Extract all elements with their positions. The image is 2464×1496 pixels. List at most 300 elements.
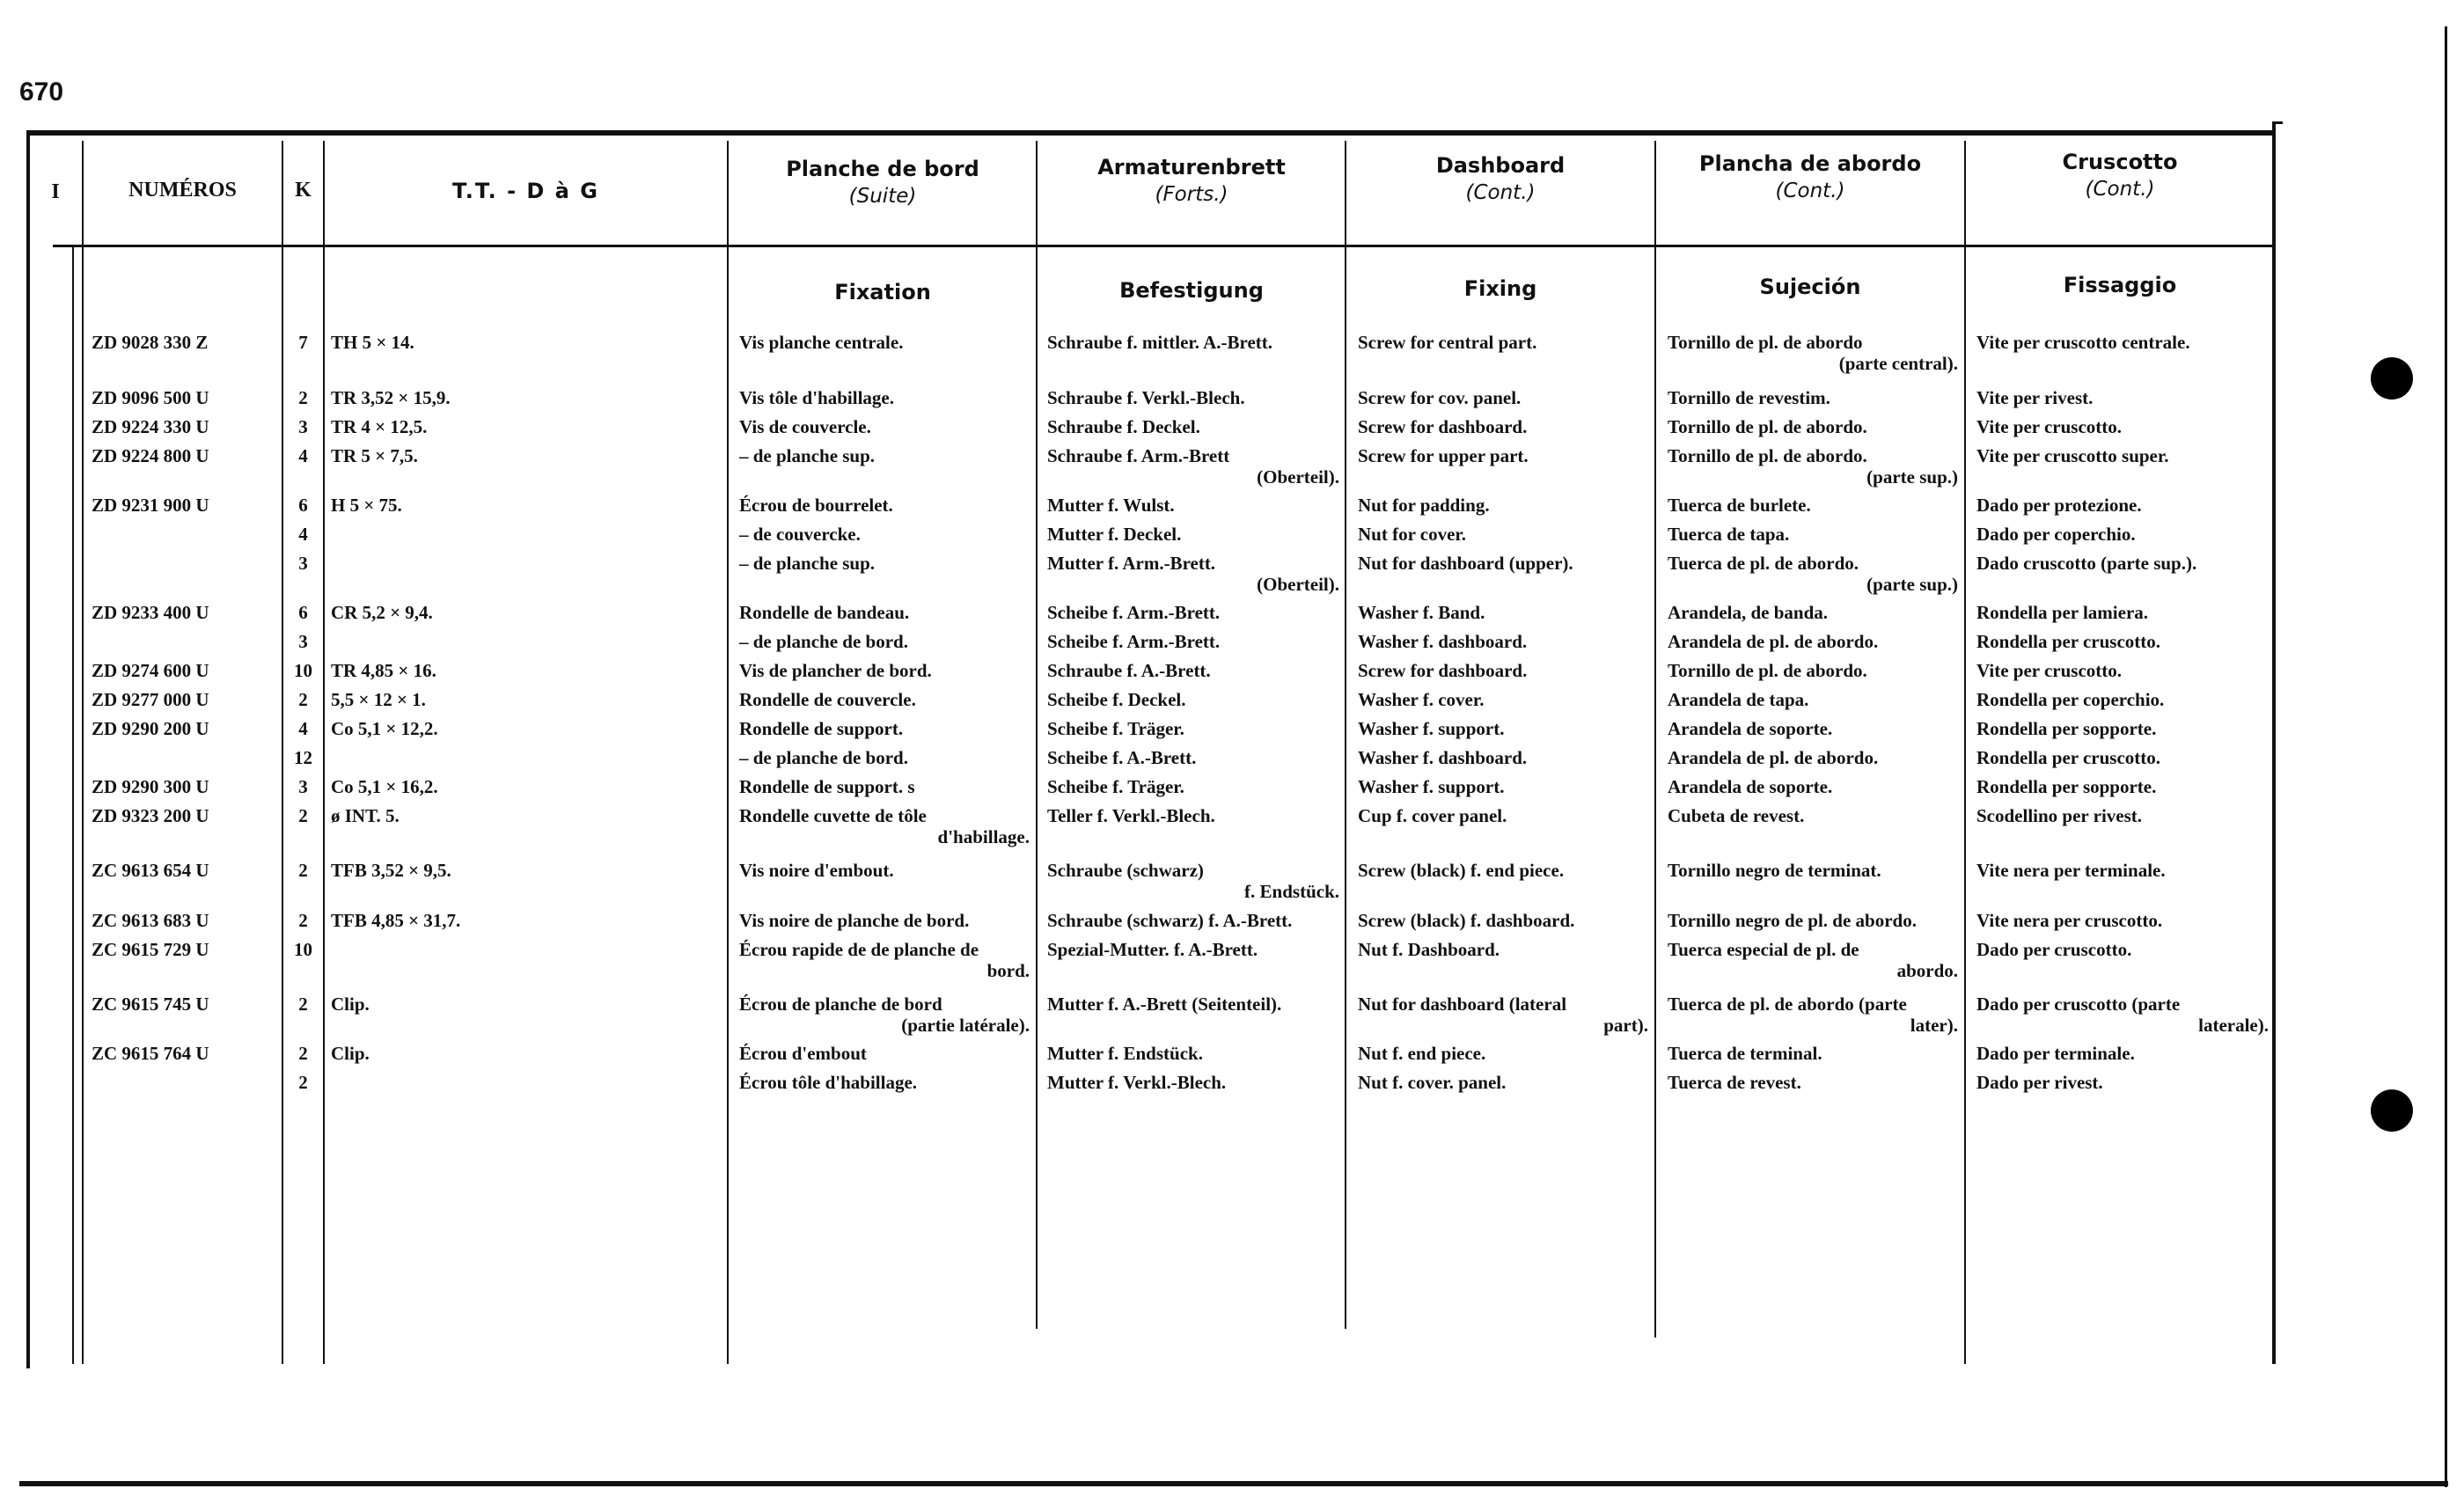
cell-k-text: 2 (298, 994, 308, 1015)
cell-es (1668, 387, 1958, 408)
cell-fr (739, 805, 1030, 847)
cell-tt (331, 776, 718, 797)
header-english-sub: (Cont.) (1465, 181, 1536, 204)
cell-it (1976, 495, 2269, 516)
cell-num (92, 445, 276, 466)
cell-es (1668, 747, 1958, 768)
cell-k (283, 805, 323, 826)
cell-en (1358, 524, 1648, 545)
cell-fr-text: – de couvercke. (739, 524, 861, 545)
cell-tt (331, 445, 718, 466)
cell-fr-text: – de planche de bord. (739, 631, 908, 652)
cell-num-text: ZD 9290 200 U (92, 718, 209, 739)
cell-de (1047, 445, 1339, 488)
cell-num-text: ZC 9613 683 U (92, 910, 209, 931)
cell-de-text: Schraube (schwarz) f. A.-Brett. (1047, 910, 1293, 931)
cell-es (1668, 631, 1958, 652)
cell-it (1976, 602, 2269, 623)
cell-es (1668, 994, 1958, 1036)
cell-it (1976, 553, 2269, 574)
cell-en-text: Washer f. dashboard. (1358, 631, 1528, 652)
cell-it-text: Vite per rivest. (1976, 387, 2094, 408)
cell-num-text: ZD 9028 330 Z (92, 332, 209, 353)
cell-de-text: Spezial-Mutter. f. A.-Brett. (1047, 939, 1258, 960)
table-top-border (26, 130, 2274, 136)
cell-es-continuation: later). (1910, 1015, 1958, 1036)
cell-es-text: Arandela de soporte. (1668, 776, 1833, 797)
cell-es-text: Tornillo negro de terminat. (1668, 860, 1881, 881)
cell-it (1976, 1043, 2269, 1064)
cell-num-text: ZC 9615 745 U (92, 994, 209, 1015)
cell-fr (739, 1072, 1030, 1093)
cell-num-text: ZD 9323 200 U (92, 805, 209, 826)
cell-es (1668, 445, 1958, 488)
subheader-fissaggio: Fissaggio (2063, 273, 2177, 297)
header-italian-sub: (Cont.) (2085, 178, 2155, 201)
cell-fr (739, 747, 1030, 768)
cell-en-text: Nut for dashboard (upper). (1358, 553, 1573, 574)
subheader-fixation: Fixation (834, 280, 931, 304)
cell-en-text: Nut f. end piece. (1358, 1043, 1486, 1064)
cell-en-text: Washer f. Band. (1358, 602, 1485, 623)
cell-en (1358, 718, 1648, 739)
cell-num (92, 718, 276, 739)
cell-k-text: 6 (298, 602, 308, 623)
cell-k-text: 2 (298, 387, 308, 408)
cell-k-text: 10 (294, 939, 312, 960)
cell-en (1358, 416, 1648, 437)
cell-fr-text: Écrou rapide de de planche de (739, 939, 979, 960)
cell-es (1668, 332, 1958, 374)
cell-num (92, 860, 276, 881)
cell-fr-text: Vis planche centrale. (739, 332, 904, 353)
cell-k (283, 994, 323, 1015)
header-k: K (295, 179, 312, 202)
cell-tt-text: Clip. (331, 994, 370, 1015)
cell-tt-text: TFB 4,85 × 31,7. (331, 910, 461, 931)
cell-it-text: Dado per cruscotto. (1976, 939, 2132, 960)
cell-num (92, 910, 276, 931)
cell-it (1976, 747, 2269, 768)
cell-es-text: Cubeta de revest. (1668, 805, 1805, 826)
cell-num-text: ZD 9096 500 U (92, 387, 209, 408)
header-german-sub: (Forts.) (1155, 183, 1228, 206)
cell-num-text: ZD 9233 400 U (92, 602, 209, 623)
cell-it (1976, 416, 2269, 437)
cell-num-text: ZD 9231 900 U (92, 495, 209, 516)
cell-es-text: Tornillo de pl. de abordo. (1668, 660, 1867, 681)
cell-en-text: Washer f. dashboard. (1358, 747, 1528, 768)
header-tt: T.T. - D à G (452, 179, 599, 203)
cell-de (1047, 1043, 1339, 1064)
cell-num (92, 939, 276, 960)
cell-num-text: ZC 9613 654 U (92, 860, 209, 881)
column-separator (72, 246, 74, 1364)
header-english-title: Dashboard (1435, 153, 1566, 178)
cell-de (1047, 689, 1339, 710)
cell-de (1047, 718, 1339, 739)
cell-it-text: Vite per cruscotto. (1976, 660, 2123, 681)
cell-en-text: Screw for central part. (1358, 332, 1537, 353)
cell-es-text: Arandela de soporte. (1668, 718, 1833, 739)
cell-de-text: Scheibe f. Deckel. (1047, 689, 1186, 710)
cell-it-text: Rondella per coperchio. (1976, 689, 2165, 710)
cell-num (92, 994, 276, 1015)
cell-de-text: Mutter f. Deckel. (1047, 524, 1182, 545)
column-separator (727, 141, 729, 1364)
table-top-right-tick (2272, 121, 2283, 124)
cell-it-text: Dado per protezione. (1976, 495, 2142, 516)
cell-num-text: ZD 9277 000 U (92, 689, 209, 710)
cell-es (1668, 495, 1958, 516)
cell-fr-text: Rondelle de couvercle. (739, 689, 916, 710)
cell-num (92, 495, 276, 516)
cell-k (283, 332, 323, 353)
cell-en (1358, 1072, 1648, 1093)
cell-k-text: 3 (298, 416, 308, 437)
cell-fr (739, 553, 1030, 574)
cell-it (1976, 387, 2269, 408)
cell-en-text: Washer f. support. (1358, 718, 1505, 739)
cell-it-text: Vite per cruscotto super. (1976, 445, 2169, 466)
header-numeros: NUMÉROS (128, 179, 237, 202)
cell-tt (331, 387, 718, 408)
cell-tt-text: TR 4 × 12,5. (331, 416, 428, 437)
cell-en-text: Screw for upper part. (1358, 445, 1529, 466)
cell-de-text: Mutter f. Endstück. (1047, 1043, 1203, 1064)
cell-de-text: Schraube f. Arm.-Brett (1047, 445, 1230, 466)
cell-es-text: Tornillo de pl. de abordo. (1668, 445, 1867, 466)
cell-fr-text: Écrou d'embout (739, 1043, 867, 1064)
cell-it-continuation: laterale). (2198, 1015, 2269, 1036)
cell-k (283, 1043, 323, 1064)
cell-tt-text: Co 5,1 × 12,2. (331, 718, 438, 739)
cell-k (283, 495, 323, 516)
cell-fr (739, 445, 1030, 466)
cell-de (1047, 994, 1339, 1015)
table-left-border (26, 132, 30, 1368)
cell-k-text: 3 (298, 631, 308, 652)
cell-es-text: Arandela de tapa. (1668, 689, 1809, 710)
cell-tt (331, 1043, 718, 1064)
cell-fr-text: – de planche sup. (739, 445, 876, 466)
cell-k (283, 631, 323, 652)
cell-fr-text: Rondelle de support. s (739, 776, 915, 797)
cell-en-text: Screw for cov. panel. (1358, 387, 1522, 408)
cell-num (92, 332, 276, 353)
cell-it (1976, 332, 2269, 353)
cell-en-text: Washer f. cover. (1358, 689, 1485, 710)
cell-de-text: Teller f. Verkl.-Blech. (1047, 805, 1215, 826)
cell-en (1358, 805, 1648, 826)
cell-tt-text: H 5 × 75. (331, 495, 402, 516)
cell-fr-text: Écrou tôle d'habillage. (739, 1072, 918, 1093)
header-italian (1966, 150, 2274, 201)
cell-num (92, 387, 276, 408)
cell-fr-text: Rondelle cuvette de tôle (739, 805, 927, 826)
cell-es-text: Tuerca de tapa. (1668, 524, 1790, 545)
cell-de-text: Schraube f. Deckel. (1047, 416, 1200, 437)
cell-en (1358, 689, 1648, 710)
cell-fr-text: Vis noire d'embout. (739, 860, 894, 881)
cell-it-text: Rondella per sopporte. (1976, 776, 2157, 797)
cell-tt-text: ø INT. 5. (331, 805, 400, 826)
cell-de (1047, 631, 1339, 652)
cell-k (283, 602, 323, 623)
cell-de-text: Scheibe f. Arm.-Brett. (1047, 602, 1221, 623)
cell-tt (331, 602, 718, 623)
cell-es (1668, 860, 1958, 881)
page-bottom-edge (19, 1481, 2448, 1486)
cell-de (1047, 553, 1339, 595)
cell-fr (739, 660, 1030, 681)
cell-it (1976, 1072, 2269, 1093)
cell-num (92, 805, 276, 826)
cell-de-text: Mutter f. Verkl.-Blech. (1047, 1072, 1227, 1093)
cell-de-text: Scheibe f. A.-Brett. (1047, 747, 1197, 768)
cell-en-text: Nut for padding. (1358, 495, 1490, 516)
cell-es-continuation: abordo. (1896, 960, 1958, 981)
cell-de (1047, 910, 1339, 931)
cell-de-text: Schraube f. mittler. A.-Brett. (1047, 332, 1273, 353)
cell-k (283, 416, 323, 437)
cell-fr (739, 994, 1030, 1036)
cell-es (1668, 689, 1958, 710)
cell-it-text: Vite nera per cruscotto. (1976, 910, 2163, 931)
column-separator (1345, 141, 1346, 1329)
cell-num-text: ZD 9224 800 U (92, 445, 209, 466)
cell-en-text: Nut for cover. (1358, 524, 1467, 545)
header-italian-title: Cruscotto (2062, 150, 2178, 174)
cell-tt-text: TR 4,85 × 16. (331, 660, 436, 681)
cell-k (283, 910, 323, 931)
cell-num (92, 689, 276, 710)
cell-de-continuation: (Oberteil). (1257, 466, 1339, 488)
cell-fr-text: – de planche sup. (739, 553, 876, 574)
cell-it-text: Vite per cruscotto centrale. (1976, 332, 2190, 353)
cell-es-text: Arandela, de banda. (1668, 602, 1829, 623)
cell-k-text: 7 (298, 332, 308, 353)
cell-de (1047, 495, 1339, 516)
cell-tt (331, 860, 718, 881)
cell-it-text: Rondella per sopporte. (1976, 718, 2157, 739)
cell-fr (739, 939, 1030, 981)
cell-k-text: 2 (298, 910, 308, 931)
cell-num (92, 776, 276, 797)
cell-fr-text: Vis tôle d'habillage. (739, 387, 894, 408)
cell-en (1358, 1043, 1648, 1064)
cell-de (1047, 939, 1339, 960)
cell-k (283, 689, 323, 710)
cell-es (1668, 524, 1958, 545)
cell-tt-text: TR 3,52 × 15,9. (331, 387, 451, 408)
cell-it-text: Vite nera per terminale. (1976, 860, 2166, 881)
cell-en-text: Screw (black) f. end piece. (1358, 860, 1565, 881)
cell-en (1358, 495, 1648, 516)
cell-fr (739, 332, 1030, 353)
cell-num (92, 1043, 276, 1064)
column-separator (1036, 141, 1038, 1329)
cell-en (1358, 660, 1648, 681)
cell-de-continuation: f. Endstück. (1244, 881, 1339, 902)
header-french-sub: (Suite) (848, 185, 917, 208)
header-german (1038, 155, 1346, 206)
cell-en-text: Washer f. support. (1358, 776, 1505, 797)
cell-de (1047, 860, 1339, 902)
cell-es-continuation: (parte sup.) (1866, 466, 1958, 488)
cell-k-text: 2 (298, 1072, 308, 1093)
cell-it-text: Dado cruscotto (parte sup.). (1976, 553, 2197, 574)
cell-it (1976, 910, 2269, 931)
cell-k (283, 776, 323, 797)
cell-en-text: Nut for dashboard (lateral (1358, 994, 1567, 1015)
cell-de-text: Mutter f. A.-Brett (Seitenteil). (1047, 994, 1282, 1015)
cell-fr (739, 387, 1030, 408)
cell-en-text: Screw for dashboard. (1358, 660, 1528, 681)
header-divider (53, 245, 2274, 247)
cell-tt (331, 718, 718, 739)
cell-es (1668, 910, 1958, 931)
header-i: I (51, 180, 60, 203)
cell-fr-text: – de planche de bord. (739, 747, 908, 768)
cell-it-text: Dado per terminale. (1976, 1043, 2135, 1064)
cell-es (1668, 1043, 1958, 1064)
cell-en (1358, 910, 1648, 931)
cell-it (1976, 689, 2269, 710)
cell-en (1358, 747, 1648, 768)
cell-en-text: Cup f. cover panel. (1358, 805, 1507, 826)
cell-de-text: Mutter f. Wulst. (1047, 495, 1175, 516)
cell-num (92, 416, 276, 437)
cell-k-text: 3 (298, 553, 308, 574)
cell-en-continuation: part). (1603, 1015, 1648, 1036)
cell-fr (739, 1043, 1030, 1064)
cell-es-text: Tornillo de pl. de abordo. (1668, 416, 1867, 437)
cell-it (1976, 939, 2269, 960)
cell-de-continuation: (Oberteil). (1257, 574, 1339, 595)
cell-de-text: Schraube f. Verkl.-Blech. (1047, 387, 1245, 408)
header-french-title: Planche de bord (786, 157, 979, 181)
cell-de-text: Scheibe f. Träger. (1047, 776, 1184, 797)
cell-de-text: Schraube f. A.-Brett. (1047, 660, 1211, 681)
cell-tt (331, 994, 718, 1015)
cell-it-text: Dado per cruscotto (parte (1976, 994, 2181, 1015)
header-french (729, 157, 1037, 208)
cell-es (1668, 416, 1958, 437)
cell-tt-text: TFB 3,52 × 9,5. (331, 860, 451, 881)
cell-it (1976, 524, 2269, 545)
cell-num (92, 660, 276, 681)
cell-tt-text: Clip. (331, 1043, 370, 1064)
cell-es (1668, 939, 1958, 981)
cell-it (1976, 805, 2269, 826)
cell-en (1358, 776, 1648, 797)
cell-fr-continuation: bord. (986, 960, 1030, 981)
cell-en (1358, 445, 1648, 466)
cell-it-text: Dado per rivest. (1976, 1072, 2103, 1093)
cell-es-text: Tuerca de revest. (1668, 1072, 1801, 1093)
cell-k-text: 2 (298, 805, 308, 826)
cell-fr-text: Vis de plancher de bord. (739, 660, 932, 681)
cell-k (283, 553, 323, 574)
cell-de (1047, 602, 1339, 623)
cell-es (1668, 776, 1958, 797)
cell-tt (331, 332, 718, 353)
cell-es-text: Tornillo negro de pl. de abordo. (1668, 910, 1917, 931)
cell-num-text: ZC 9615 764 U (92, 1043, 209, 1064)
binder-hole-top (2371, 357, 2413, 400)
column-separator (82, 141, 84, 1364)
cell-it-text: Vite per cruscotto. (1976, 416, 2123, 437)
cell-fr-text: Vis de couvercle. (739, 416, 871, 437)
cell-en (1358, 332, 1648, 353)
cell-k (283, 1072, 323, 1093)
header-german-title: Armaturenbrett (1097, 155, 1286, 180)
cell-k-text: 2 (298, 1043, 308, 1064)
cell-num-text: ZC 9615 729 U (92, 939, 209, 960)
page-number: 670 (19, 77, 64, 106)
cell-fr (739, 416, 1030, 437)
cell-es-text: Arandela de pl. de abordo. (1668, 631, 1879, 652)
cell-it (1976, 445, 2269, 466)
cell-num-text: ZD 9274 600 U (92, 660, 209, 681)
cell-de (1047, 332, 1339, 353)
cell-de-text: Schraube (schwarz) (1047, 860, 1204, 881)
cell-en (1358, 939, 1648, 960)
cell-es (1668, 602, 1958, 623)
cell-num (92, 602, 276, 623)
cell-num-text: ZD 9290 300 U (92, 776, 209, 797)
page-right-edge (2445, 26, 2447, 1487)
cell-es-text: Tuerca de terminal. (1668, 1043, 1822, 1064)
cell-fr-text: Rondelle de bandeau. (739, 602, 910, 623)
column-separator (1964, 141, 1966, 1364)
cell-fr (739, 524, 1030, 545)
cell-k (283, 445, 323, 466)
column-separator (323, 141, 325, 1364)
cell-it (1976, 660, 2269, 681)
cell-fr (739, 910, 1030, 931)
cell-tt-text: 5,5 × 12 × 1. (331, 689, 426, 710)
table-right-border (2272, 121, 2276, 1364)
cell-de (1047, 387, 1339, 408)
cell-es-text: Tornillo de revestim. (1668, 387, 1830, 408)
cell-fr (739, 602, 1030, 623)
cell-de (1047, 524, 1339, 545)
cell-fr (739, 718, 1030, 739)
cell-en-text: Nut f. Dashboard. (1358, 939, 1500, 960)
cell-es-text: Tornillo de pl. de abordo (1668, 332, 1863, 353)
cell-de-text: Mutter f. Arm.-Brett. (1047, 553, 1216, 574)
cell-tt-text: TR 5 × 7,5. (331, 445, 418, 466)
column-separator (1654, 141, 1656, 1338)
cell-en (1358, 631, 1648, 652)
cell-en-text: Nut f. cover. panel. (1358, 1072, 1507, 1093)
cell-it-text: Rondella per cruscotto. (1976, 631, 2161, 652)
cell-it-text: Rondella per lamiera. (1976, 602, 2149, 623)
cell-it (1976, 860, 2269, 881)
cell-fr-text: Écrou de planche de bord (739, 994, 942, 1015)
cell-en (1358, 387, 1648, 408)
binder-hole-bottom (2371, 1089, 2413, 1132)
cell-k (283, 718, 323, 739)
cell-de (1047, 660, 1339, 681)
cell-fr (739, 631, 1030, 652)
subheader-fixing: Fixing (1463, 276, 1537, 301)
cell-fr-text: Rondelle de support. (739, 718, 904, 739)
header-spanish-title: Plancha de abordo (1698, 151, 1922, 176)
cell-es-text: Tuerca de pl. de abordo (parte (1668, 994, 1907, 1015)
